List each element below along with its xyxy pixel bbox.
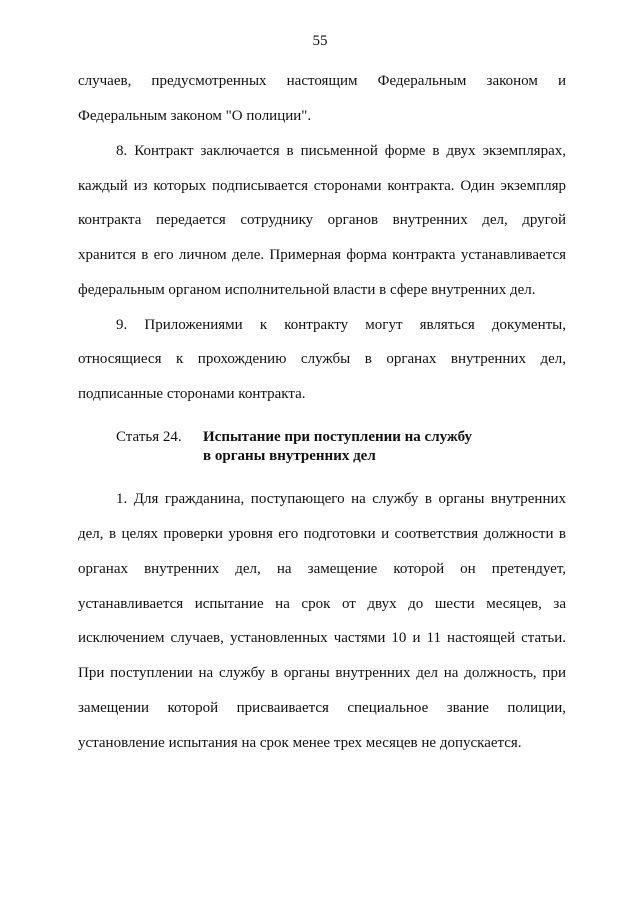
text-line: установление испытания на срок менее трех месяцев не допускается. (78, 735, 522, 751)
text-line: относящиеся к прохождению службы в органах внутренних дел, (78, 351, 566, 367)
page-number: 55 (312, 33, 328, 49)
text-line: органах внутренних дел, на замещение которой он претендует, (78, 561, 566, 577)
text-line: исключением случаев, установленных частями 10 и 11 настоящей статьи. (78, 630, 566, 646)
text-line: каждый из которых подписывается сторонами контракта. Один экземпляр (78, 178, 566, 194)
text-line: дел, в целях проверки уровня его подготовки и соответствия должности в (78, 526, 566, 542)
article-title: в органы внутренних дел (203, 448, 376, 464)
text-line: устанавливается испытание на срок от двух до шести месяцев, за (78, 596, 566, 612)
article-title: Испытание при поступлении на службу (203, 429, 473, 445)
text-line: замещении которой присваивается специальное звание полиции, (78, 700, 566, 716)
text-line: При поступлении на службу в органы внутренних дел на должность, при (78, 665, 566, 681)
article-label: Статья 24. (116, 429, 182, 445)
text-line: 8. Контракт заключается в письменной форме в двух экземплярах, (116, 143, 566, 159)
text-line: Федеральным законом "О полиции". (78, 108, 312, 124)
text-line: федеральным органом исполнительной власти в сфере внутренних дел. (78, 282, 536, 298)
text-line: случаев, предусмотренных настоящим Федеральным законом и (78, 73, 566, 89)
text-line: хранится в его личном деле. Примерная форма контракта устанавливается (78, 247, 566, 263)
text-line: 1. Для гражданина, поступающего на службу в органы внутренних (116, 491, 566, 507)
text-line: подписанные сторонами контракта. (78, 386, 306, 402)
text-line: контракта передается сотруднику органов внутренних дел, другой (78, 212, 566, 228)
text-line: 9. Приложениями к контракту могут являться документы, (116, 317, 566, 333)
